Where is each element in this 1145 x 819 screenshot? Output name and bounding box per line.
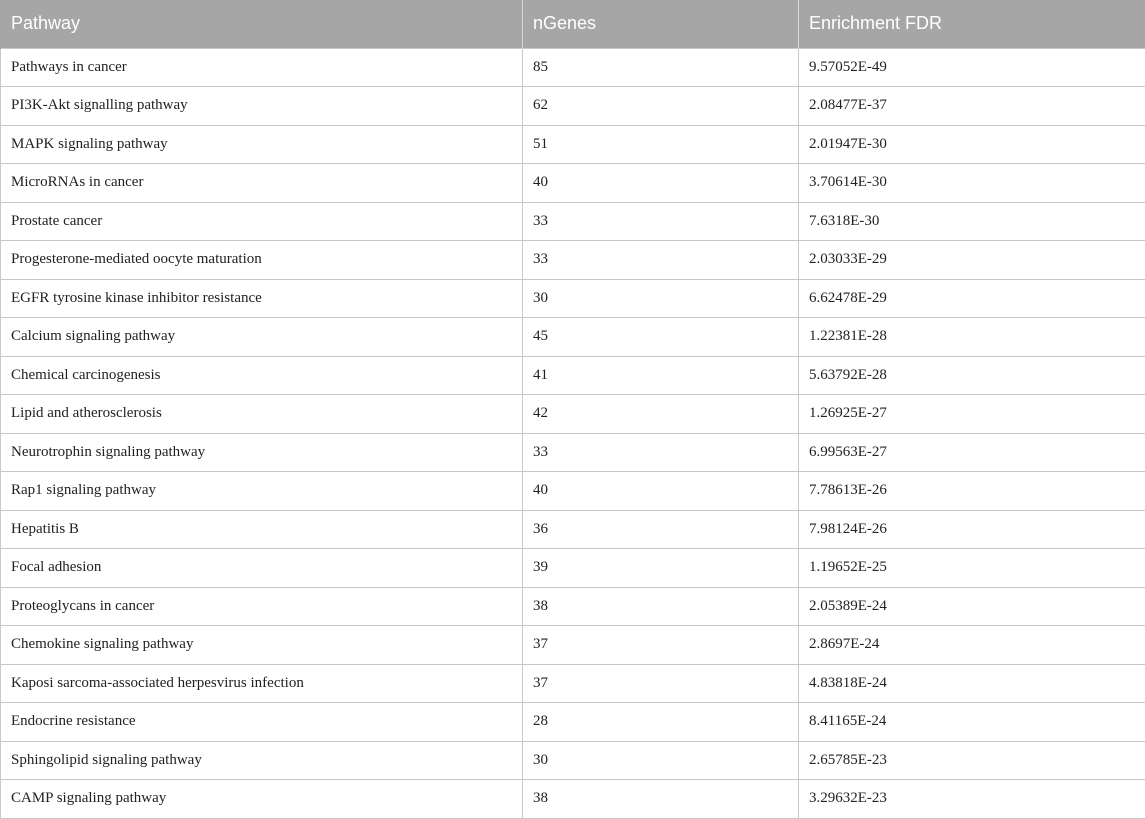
pathway-cell: Pathways in cancer xyxy=(1,48,523,87)
table-row xyxy=(1,741,1145,780)
ngenes-cell: 39 xyxy=(523,549,799,588)
enrichment-fdr-cell: 7.6318E-30 xyxy=(799,202,1145,241)
table-row xyxy=(1,125,1145,164)
ngenes-cell: 28 xyxy=(523,703,799,742)
table-row xyxy=(1,549,1145,588)
enrichment-fdr-cell: 1.26925E-27 xyxy=(799,395,1145,434)
pathway-cell: PI3K-Akt signalling pathway xyxy=(1,87,523,126)
pathway-cell: Calcium signaling pathway xyxy=(1,318,523,357)
pathway-cell: Chemokine signaling pathway xyxy=(1,626,523,665)
table-row xyxy=(1,664,1145,703)
enrichment-fdr-cell: 4.83818E-24 xyxy=(799,664,1145,703)
ngenes-cell: 38 xyxy=(523,780,799,819)
table-row xyxy=(1,780,1145,819)
column-header-pathway: Pathway xyxy=(1,0,523,48)
pathway-cell: Kaposi sarcoma-associated herpesvirus infection xyxy=(1,664,523,703)
table-row xyxy=(1,164,1145,203)
table-row xyxy=(1,510,1145,549)
ngenes-cell: 40 xyxy=(523,472,799,511)
enrichment-fdr-cell: 2.03033E-29 xyxy=(799,241,1145,280)
ngenes-cell: 37 xyxy=(523,664,799,703)
table-header xyxy=(1,0,1145,48)
table-row xyxy=(1,202,1145,241)
pathway-cell: Hepatitis B xyxy=(1,510,523,549)
enrichment-fdr-cell: 9.57052E-49 xyxy=(799,48,1145,87)
ngenes-cell: 30 xyxy=(523,279,799,318)
ngenes-cell: 30 xyxy=(523,741,799,780)
pathway-cell: Progesterone-mediated oocyte maturation xyxy=(1,241,523,280)
table-row xyxy=(1,48,1145,87)
enrichment-fdr-cell: 8.41165E-24 xyxy=(799,703,1145,742)
ngenes-cell: 40 xyxy=(523,164,799,203)
table-body xyxy=(1,48,1145,818)
pathway-cell: Proteoglycans in cancer xyxy=(1,587,523,626)
pathway-cell: Sphingolipid signaling pathway xyxy=(1,741,523,780)
pathway-cell: Prostate cancer xyxy=(1,202,523,241)
ngenes-cell: 62 xyxy=(523,87,799,126)
table-row xyxy=(1,395,1145,434)
table-row xyxy=(1,241,1145,280)
enrichment-fdr-cell: 2.65785E-23 xyxy=(799,741,1145,780)
ngenes-cell: 36 xyxy=(523,510,799,549)
ngenes-cell: 38 xyxy=(523,587,799,626)
enrichment-fdr-cell: 3.29632E-23 xyxy=(799,780,1145,819)
enrichment-fdr-cell: 5.63792E-28 xyxy=(799,356,1145,395)
pathway-cell: MAPK signaling pathway xyxy=(1,125,523,164)
pathway-cell: Lipid and atherosclerosis xyxy=(1,395,523,434)
enrichment-fdr-cell: 1.19652E-25 xyxy=(799,549,1145,588)
ngenes-cell: 33 xyxy=(523,241,799,280)
pathway-cell: Focal adhesion xyxy=(1,549,523,588)
table-row xyxy=(1,472,1145,511)
ngenes-cell: 37 xyxy=(523,626,799,665)
enrichment-fdr-cell: 6.62478E-29 xyxy=(799,279,1145,318)
ngenes-cell: 51 xyxy=(523,125,799,164)
pathway-cell: MicroRNAs in cancer xyxy=(1,164,523,203)
enrichment-fdr-cell: 2.08477E-37 xyxy=(799,87,1145,126)
enrichment-fdr-cell: 3.70614E-30 xyxy=(799,164,1145,203)
table-row xyxy=(1,703,1145,742)
ngenes-cell: 41 xyxy=(523,356,799,395)
table-row xyxy=(1,587,1145,626)
enrichment-fdr-cell: 6.99563E-27 xyxy=(799,433,1145,472)
table-row xyxy=(1,356,1145,395)
pathway-cell: Chemical carcinogenesis xyxy=(1,356,523,395)
ngenes-cell: 45 xyxy=(523,318,799,357)
header-row xyxy=(1,0,1145,48)
pathway-cell: Rap1 signaling pathway xyxy=(1,472,523,511)
ngenes-cell: 85 xyxy=(523,48,799,87)
enrichment-fdr-cell: 1.22381E-28 xyxy=(799,318,1145,357)
enrichment-fdr-cell: 7.98124E-26 xyxy=(799,510,1145,549)
table-row xyxy=(1,279,1145,318)
column-header-enrichment-fdr: Enrichment FDR xyxy=(799,0,1145,48)
pathway-cell: EGFR tyrosine kinase inhibitor resistance xyxy=(1,279,523,318)
ngenes-cell: 33 xyxy=(523,433,799,472)
table-row xyxy=(1,626,1145,665)
column-header-ngenes: nGenes xyxy=(523,0,799,48)
pathway-cell: Neurotrophin signaling pathway xyxy=(1,433,523,472)
table-row xyxy=(1,87,1145,126)
pathway-cell: Endocrine resistance xyxy=(1,703,523,742)
table-row xyxy=(1,433,1145,472)
pathway-cell: CAMP signaling pathway xyxy=(1,780,523,819)
enrichment-fdr-cell: 7.78613E-26 xyxy=(799,472,1145,511)
table-row xyxy=(1,318,1145,357)
enrichment-fdr-cell: 2.8697E-24 xyxy=(799,626,1145,665)
ngenes-cell: 42 xyxy=(523,395,799,434)
ngenes-cell: 33 xyxy=(523,202,799,241)
enrichment-fdr-cell: 2.01947E-30 xyxy=(799,125,1145,164)
enrichment-fdr-cell: 2.05389E-24 xyxy=(799,587,1145,626)
